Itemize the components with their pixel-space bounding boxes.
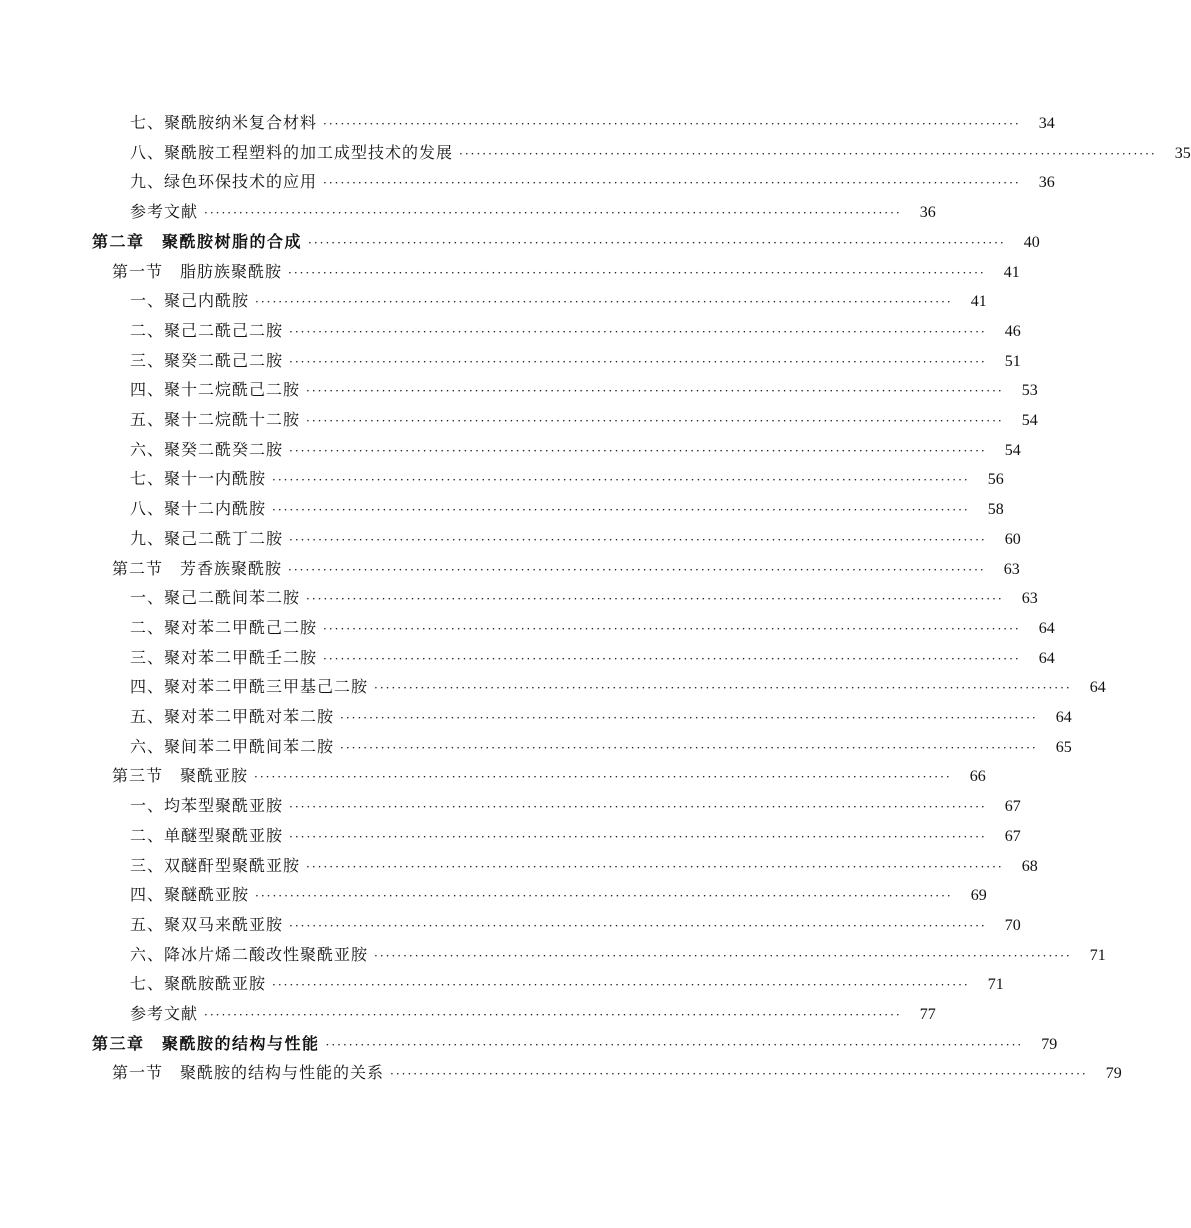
- toc-item-entry: [130, 140, 1191, 166]
- toc-entry-label: 九、聚己二酰丁二胺: [130, 529, 284, 548]
- toc-page-number: 34: [1038, 115, 1055, 132]
- toc-page-number: 66: [969, 768, 986, 785]
- toc-dot-leader: ························································································································: [323, 176, 1021, 190]
- toc-page-number: 71: [1089, 947, 1106, 964]
- toc-entry-label: 二、聚己二酰己二胺: [130, 321, 284, 340]
- toc-section-entry: [112, 556, 1020, 582]
- toc-item-entry: [130, 496, 1004, 522]
- toc-dot-leader: ························································································································: [204, 1008, 902, 1022]
- toc-dot-leader: ························································································································: [272, 473, 970, 487]
- toc-item-entry: [130, 318, 1021, 344]
- toc-item-entry: [130, 645, 1055, 671]
- toc-dot-leader: ························································································································: [323, 117, 1021, 131]
- toc-dot-leader: ························································································································: [272, 503, 970, 517]
- toc-page-number: 67: [1004, 828, 1021, 845]
- toc-entry-label: 七、聚十一内酰胺: [130, 469, 267, 488]
- toc-entry-label: 二、单醚型聚酰亚胺: [130, 826, 284, 845]
- toc-item-entry: [130, 942, 1106, 968]
- toc-page-number: 63: [1021, 590, 1038, 607]
- toc-page-number: 63: [1003, 561, 1020, 578]
- toc-page-number: 41: [1003, 264, 1020, 281]
- toc-item-entry: [130, 526, 1021, 552]
- toc-entry-label: 参考文献: [130, 1004, 199, 1023]
- toc-page-number: 65: [1055, 739, 1072, 756]
- toc-page-number: 46: [1004, 323, 1021, 340]
- toc-page-number: 79: [1105, 1065, 1122, 1082]
- toc-item-entry: [130, 1001, 936, 1027]
- toc-dot-leader: ························································································································: [289, 919, 987, 933]
- toc-dot-leader: ························································································································: [255, 295, 953, 309]
- toc-entry-label: 五、聚十二烷酰十二胺: [130, 410, 301, 429]
- toc-page-number: 54: [1004, 442, 1021, 459]
- toc-chapter-entry: [92, 229, 1040, 255]
- toc-section-entry: [112, 763, 986, 789]
- toc-page-number: 36: [919, 204, 936, 221]
- toc-page-number: 56: [987, 471, 1004, 488]
- toc-page-number: 79: [1041, 1036, 1058, 1053]
- toc-page-number: 69: [970, 887, 987, 904]
- toc-item-entry: [130, 585, 1038, 611]
- toc-entry-label: 三、聚癸二酰己二胺: [130, 351, 284, 370]
- toc-dot-leader: ························································································································: [306, 860, 1004, 874]
- toc-entry-label: 五、聚双马来酰亚胺: [130, 915, 284, 934]
- toc-item-entry: [130, 853, 1038, 879]
- toc-entry-label: 九、绿色环保技术的应用: [130, 172, 318, 191]
- toc-item-entry: [130, 793, 1021, 819]
- toc-dot-leader: ························································································································: [306, 414, 1004, 428]
- toc-entry-label: 七、聚酰胺酰亚胺: [130, 974, 267, 993]
- toc-entry-label: 第一节 聚酰胺的结构与性能的关系: [112, 1063, 385, 1082]
- toc-dot-leader: ························································································································: [204, 206, 902, 220]
- toc-item-entry: [130, 704, 1072, 730]
- toc-dot-leader: ························································································································: [289, 800, 987, 814]
- toc-item-entry: [130, 199, 936, 225]
- toc-dot-leader: ························································································································: [289, 533, 987, 547]
- toc-entry-label: 四、聚十二烷酰己二胺: [130, 380, 301, 399]
- toc-entry-label: 七、聚酰胺纳米复合材料: [130, 113, 318, 132]
- toc-dot-leader: ························································································································: [289, 444, 987, 458]
- toc-item-entry: [130, 377, 1038, 403]
- toc-section-entry: [112, 259, 1020, 285]
- toc-chapter-entry: [92, 1031, 1058, 1057]
- toc-entry-label: 第三节 聚酰亚胺: [112, 766, 249, 785]
- toc-item-entry: [130, 615, 1055, 641]
- toc-dot-leader: ························································································································: [306, 592, 1004, 606]
- toc-item-entry: [130, 912, 1021, 938]
- toc-section-entry: [112, 1060, 1122, 1086]
- toc-entry-label: 三、双醚酐型聚酰亚胺: [130, 856, 301, 875]
- toc-page-number: 70: [1004, 917, 1021, 934]
- toc-dot-leader: ························································································································: [289, 325, 987, 339]
- toc-item-entry: [130, 348, 1021, 374]
- toc-entry-label: 六、降冰片烯二酸改性聚酰亚胺: [130, 945, 369, 964]
- toc-entry-label: 四、聚对苯二甲酰三甲基己二胺: [130, 677, 369, 696]
- toc-item-entry: [130, 288, 987, 314]
- toc-entry-label: 八、聚酰胺工程塑料的加工成型技术的发展: [130, 143, 454, 162]
- toc-item-entry: [130, 466, 1004, 492]
- toc-item-entry: [130, 674, 1106, 700]
- toc-page-number: 71: [987, 976, 1004, 993]
- toc-dot-leader: ························································································································: [340, 711, 1038, 725]
- toc-item-entry: [130, 882, 987, 908]
- toc-dot-leader: ························································································································: [325, 1038, 1024, 1052]
- toc-page-number: 64: [1055, 709, 1072, 726]
- toc-page-number: 36: [1038, 174, 1055, 191]
- toc-dot-leader: ························································································································: [374, 681, 1072, 695]
- toc-entry-label: 第二章 聚酰胺树脂的合成: [92, 232, 303, 251]
- toc-item-entry: [130, 169, 1055, 195]
- toc-page-number: 40: [1023, 234, 1040, 251]
- toc-item-entry: [130, 823, 1021, 849]
- toc-entry-label: 四、聚醚酰亚胺: [130, 885, 250, 904]
- toc-dot-leader: ························································································································: [306, 384, 1004, 398]
- toc-item-entry: [130, 407, 1038, 433]
- toc-item-entry: [130, 734, 1072, 760]
- toc-dot-leader: ························································································································: [323, 652, 1021, 666]
- toc-page-number: 64: [1038, 620, 1055, 637]
- toc-dot-leader: ························································································································: [254, 770, 952, 784]
- toc-item-entry: [130, 971, 1004, 997]
- toc-dot-leader: ························································································································: [289, 830, 987, 844]
- toc-page-number: 53: [1021, 382, 1038, 399]
- toc-dot-leader: ························································································································: [255, 889, 953, 903]
- toc-page-number: 64: [1089, 679, 1106, 696]
- toc-page-number: 58: [987, 501, 1004, 518]
- toc-page-number: 60: [1004, 531, 1021, 548]
- toc-entry-label: 一、聚己二酰间苯二胺: [130, 588, 301, 607]
- toc-dot-leader: ························································································································: [374, 949, 1072, 963]
- toc-page-number: 54: [1021, 412, 1038, 429]
- toc-dot-leader: ························································································································: [288, 563, 986, 577]
- toc-dot-leader: ························································································································: [323, 622, 1021, 636]
- toc-page-number: 51: [1004, 353, 1021, 370]
- toc-entry-label: 第三章 聚酰胺的结构与性能: [92, 1034, 320, 1053]
- toc-entry-label: 六、聚间苯二甲酰间苯二胺: [130, 737, 335, 756]
- toc-entry-label: 六、聚癸二酰癸二胺: [130, 440, 284, 459]
- toc-item-entry: [130, 110, 1055, 136]
- toc-page-number: 67: [1004, 798, 1021, 815]
- toc-page-number: 64: [1038, 650, 1055, 667]
- toc-dot-leader: ························································································································: [289, 355, 987, 369]
- toc-dot-leader: ························································································································: [390, 1067, 1088, 1081]
- toc-entry-label: 八、聚十二内酰胺: [130, 499, 267, 518]
- toc-dot-leader: ························································································································: [288, 266, 986, 280]
- toc-entry-label: 五、聚对苯二甲酰对苯二胺: [130, 707, 335, 726]
- toc-page-number: 77: [919, 1006, 936, 1023]
- toc-page-number: 68: [1021, 858, 1038, 875]
- toc-dot-leader: ························································································································: [340, 741, 1038, 755]
- toc-item-entry: [130, 437, 1021, 463]
- toc-page-number: 35: [1174, 145, 1191, 162]
- toc-entry-label: 参考文献: [130, 202, 199, 221]
- toc-entry-label: 三、聚对苯二甲酰壬二胺: [130, 648, 318, 667]
- toc-dot-leader: ························································································································: [308, 236, 1006, 250]
- toc-entry-label: 一、聚己内酰胺: [130, 291, 250, 310]
- toc-dot-leader: ························································································································: [272, 978, 970, 992]
- toc-entry-label: 第一节 脂肪族聚酰胺: [112, 262, 283, 281]
- toc-page-number: 41: [970, 293, 987, 310]
- toc-entry-label: 二、聚对苯二甲酰己二胺: [130, 618, 318, 637]
- toc-dot-leader: ························································································································: [459, 147, 1157, 161]
- toc-entry-label: 一、均苯型聚酰亚胺: [130, 796, 284, 815]
- toc-entry-label: 第二节 芳香族聚酰胺: [112, 559, 283, 578]
